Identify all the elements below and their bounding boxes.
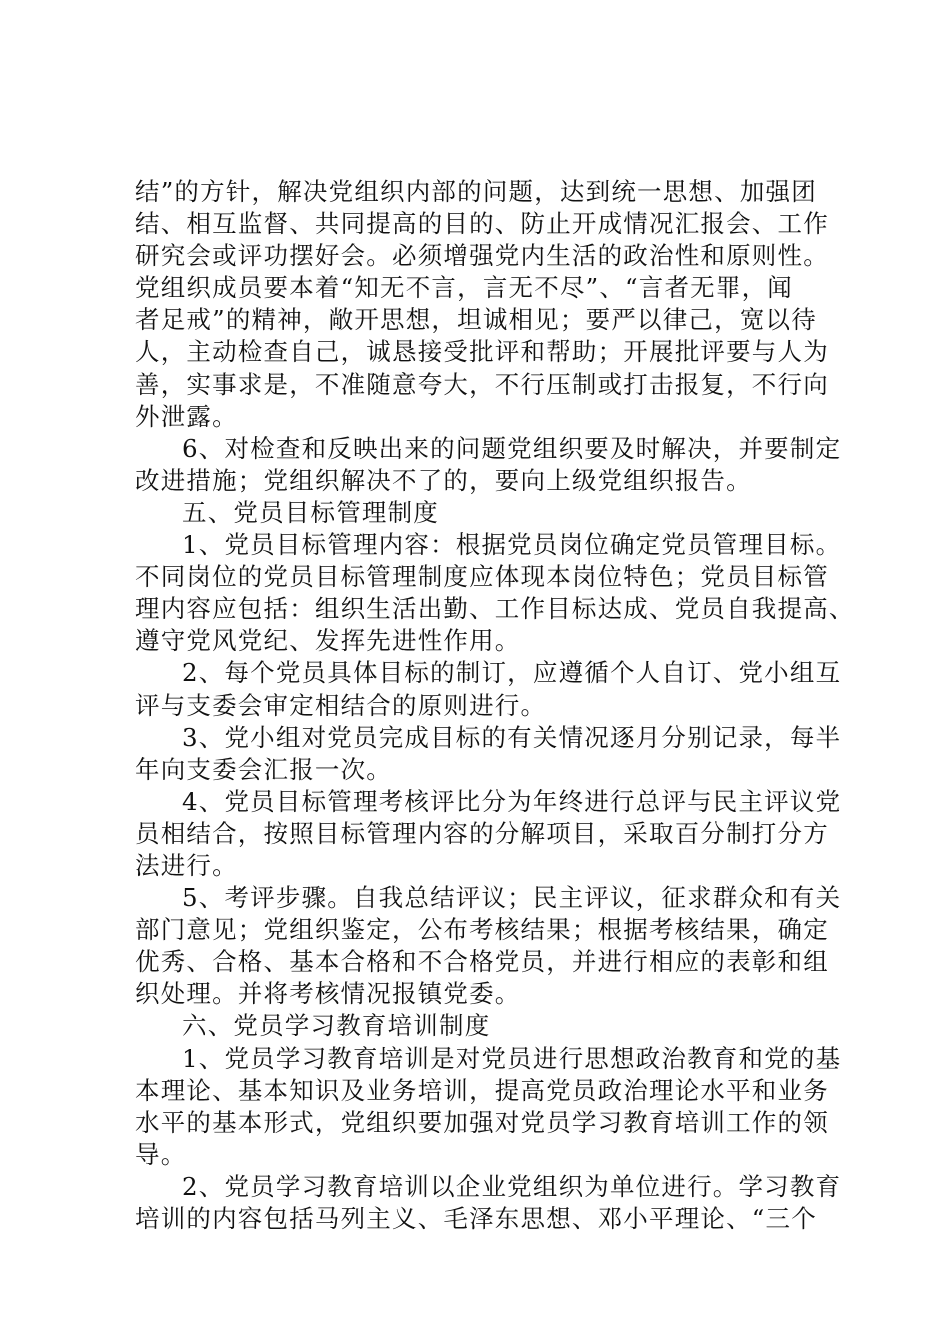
text-line: 遵守党风党纪、发挥先进性作用。 xyxy=(135,626,521,656)
text-line: 织处理。并将考核情况报镇党委。 xyxy=(135,979,521,1009)
text-line: 优秀、合格、基本合格和不合格党员，并进行相应的表彰和组 xyxy=(135,947,829,977)
text-line: 外泄露。 xyxy=(135,401,238,431)
text-line: 水平的基本形式，党组织要加强对党员学习教育培训工作的领 xyxy=(135,1107,829,1137)
text-line: 研究会或评功摆好会。必须增强党内生活的政治性和原则性。 xyxy=(135,241,829,271)
text-line: 者足戒”的精神，敞开思想，坦诚相见；要严以律己，宽以待 xyxy=(135,305,817,335)
text-line: 五、党员目标管理制度 xyxy=(182,497,439,527)
text-line: 部门意见；党组织鉴定，公布考核结果；根据考核结果，确定 xyxy=(135,915,829,945)
document-body xyxy=(135,176,855,1235)
text-line: 不同岗位的党员目标管理制度应体现本岗位特色；党员目标管 xyxy=(135,562,829,592)
text-line: 5、考评步骤。自我总结评议；民主评议，征求群众和有关 xyxy=(182,883,842,913)
text-line: 年向支委会汇报一次。 xyxy=(135,754,392,784)
text-line: 1、党员目标管理内容：根据党员岗位确定党员管理目标。 xyxy=(182,530,842,560)
text-line: 3、党小组对党员完成目标的有关情况逐月分别记录，每半 xyxy=(182,722,842,752)
text-line: 理内容应包括：组织生活出勤、工作目标达成、党员自我提高、 xyxy=(135,594,855,624)
text-line: 1、党员学习教育培训是对党员进行思想政治教育和党的基 xyxy=(182,1043,842,1073)
text-line: 2、党员学习教育培训以企业党组织为单位进行。学习教育 xyxy=(182,1171,842,1201)
text-line: 结、相互监督、共同提高的目的、防止开成情况汇报会、工作 xyxy=(135,209,829,239)
text-line: 4、党员目标管理考核评比分为年终进行总评与民主评议党 xyxy=(182,786,842,816)
text-line: 六、党员学习教育培训制度 xyxy=(182,1011,491,1041)
text-line: 员相结合，按照目标管理内容的分解项目，采取百分制打分方 xyxy=(135,818,829,848)
text-line: 6、对检查和反映出来的问题党组织要及时解决，并要制定 xyxy=(182,433,842,463)
text-line: 改进措施；党组织解决不了的，要向上级党组织报告。 xyxy=(135,465,752,495)
text-line: 人，主动检查自己，诚恳接受批评和帮助；开展批评要与人为 xyxy=(135,337,829,367)
text-line: 评与支委会审定相结合的原则进行。 xyxy=(135,690,547,720)
text-line: 党组织成员要本着“知无不言，言无不尽”、“言者无罪，闻 xyxy=(135,273,793,303)
text-line: 2、每个党员具体目标的制订，应遵循个人自订、党小组互 xyxy=(182,658,842,688)
text-line: 培训的内容包括马列主义、毛泽东思想、邓小平理论、“三个 xyxy=(135,1204,817,1233)
text-line: 导。 xyxy=(135,1139,187,1169)
text-line: 本理论、基本知识及业务培训，提高党员政治理论水平和业务 xyxy=(135,1075,829,1105)
text-line: 结”的方针，解决党组织内部的问题，达到统一思想、加强团 xyxy=(135,177,817,206)
text-line: 法进行。 xyxy=(135,850,238,880)
text-line: 善，实事求是，不准随意夸大，不行压制或打击报复，不行向 xyxy=(135,369,829,399)
